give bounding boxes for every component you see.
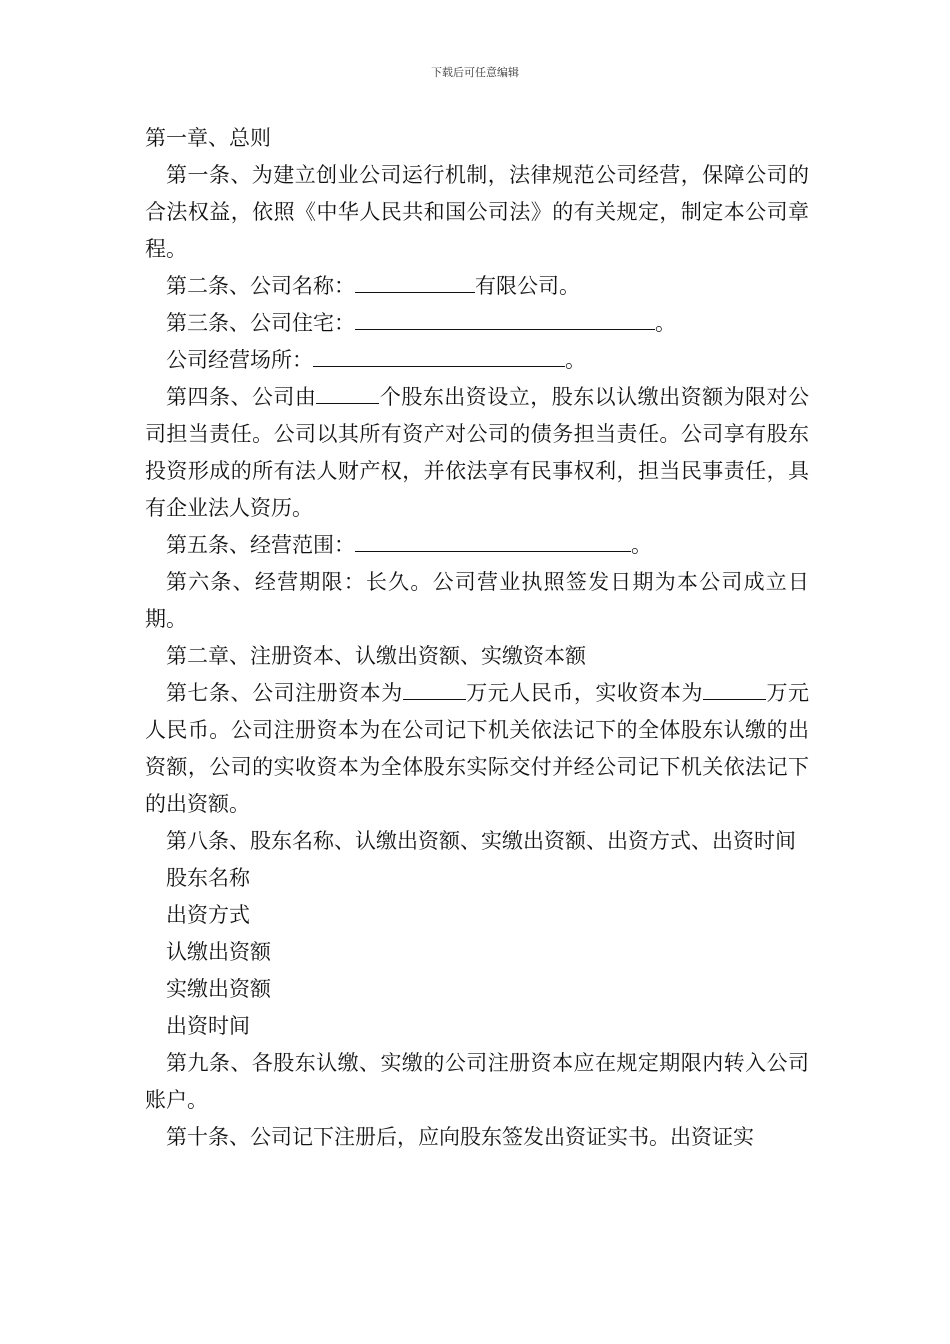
page-header-note: 下载后可任意编辑	[431, 66, 519, 79]
article-2-suffix: 有限公司。	[475, 274, 580, 298]
article-10: 第十条、公司记下注册后，应向股东签发出资证实书。出资证实	[166, 1125, 754, 1149]
field-contribution-method: 出资方式	[166, 903, 250, 927]
article-7-mid: 万元人民币，实收资本为	[465, 681, 703, 705]
article-3	[145, 305, 809, 342]
article-9: 第九条、各股东认缴、实缴的公司注册资本应在规定期限内转入公司账户。	[145, 1051, 809, 1112]
field-shareholder-name: 股东名称	[166, 866, 250, 890]
document-body	[145, 120, 809, 1156]
article-7-label: 第七条、公司注册资本为	[166, 681, 403, 705]
business-place-label: 公司经营场所：	[166, 348, 313, 372]
chapter-2-title: 第二章、注册资本、认缴出资额、实缴资本额	[166, 644, 586, 668]
field-subscribed-amount: 认缴出资额	[166, 940, 271, 964]
business-place-suffix: 。	[565, 348, 586, 372]
article-5-label: 第五条、经营范围：	[166, 533, 355, 557]
business-place-blank[interactable]	[313, 344, 565, 367]
registered-capital-blank[interactable]	[403, 677, 466, 700]
article-3-suffix: 。	[655, 311, 676, 335]
article-7	[145, 675, 809, 823]
article-5-suffix: 。	[631, 533, 652, 557]
article-4-text: 个股东出资设立，股东以认缴出资额为限对公司担当责任。公司以其所有资产对公司的债务担当责任。公司享有股东投资形成的所有法人财产权，并依法享有民事权利，担当民事责任，具有企业法人资历。	[145, 385, 810, 520]
field-paid-amount: 实缴出资额	[166, 977, 271, 1001]
article-8: 第八条、股东名称、认缴出资额、实缴出资额、出资方式、出资时间	[166, 829, 796, 853]
article-6: 第六条、经营期限：长久。公司营业执照签发日期为本公司成立日期。	[145, 570, 809, 631]
field-contribution-time: 出资时间	[166, 1014, 250, 1038]
article-4-label: 第四条、公司由	[166, 385, 317, 409]
article-5	[145, 527, 809, 564]
shareholder-count-blank[interactable]	[316, 381, 379, 404]
company-name-blank[interactable]	[355, 270, 475, 293]
article-7-text: 万元人民币。公司注册资本为在公司记下机关依法记下的全体股东认缴的出资额，公司的实收资本为全体股东实际交付并经公司记下机关依法记下的出资额。	[145, 681, 810, 816]
business-scope-blank[interactable]	[355, 529, 631, 552]
chapter-1-title: 第一章、总则	[145, 126, 271, 150]
article-1: 第一条、为建立创业公司运行机制，法律规范公司经营，保障公司的合法权益，依照《中华人民共和国公司法》的有关规定，制定本公司章程。	[145, 163, 809, 261]
article-3-label: 第三条、公司住宅：	[166, 311, 355, 335]
article-2-label: 第二条、公司名称：	[166, 274, 355, 298]
business-place	[145, 342, 809, 379]
article-4	[145, 379, 809, 527]
article-2	[145, 268, 809, 305]
company-address-blank[interactable]	[355, 307, 655, 330]
paid-in-capital-blank[interactable]	[703, 677, 766, 700]
